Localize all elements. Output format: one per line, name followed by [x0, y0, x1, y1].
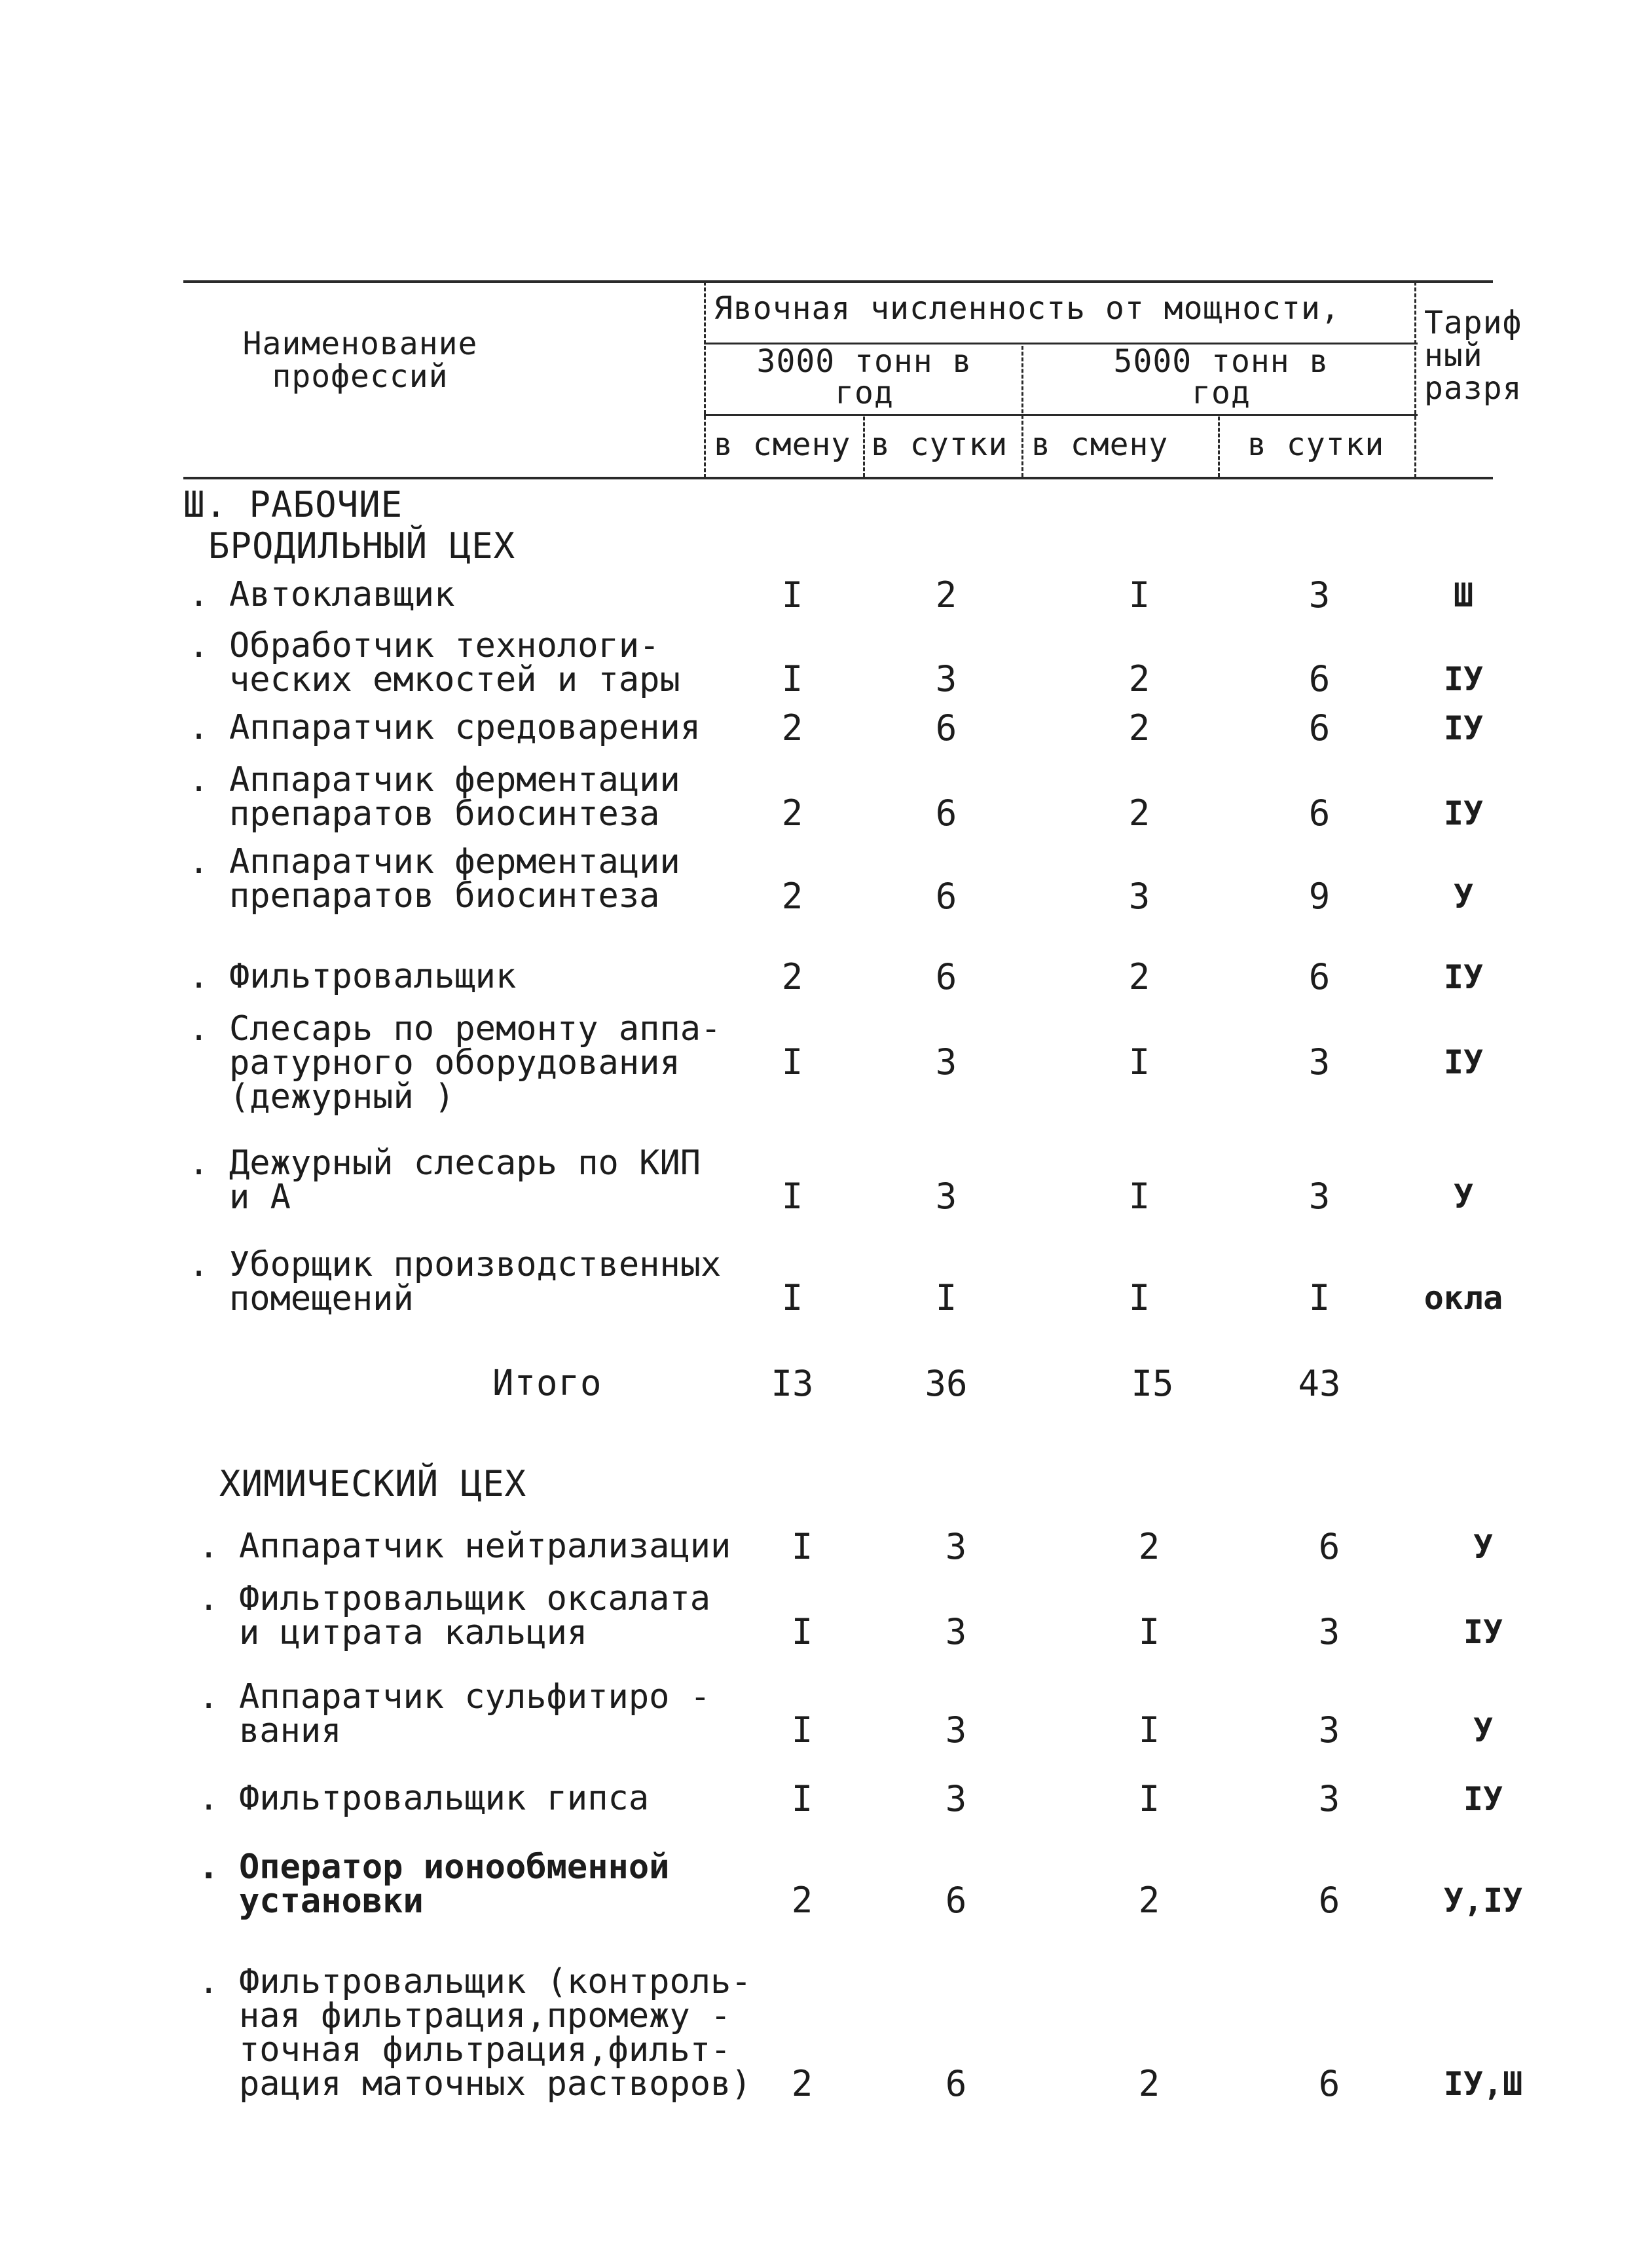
row-bullet: .: [189, 760, 210, 800]
tariff-grade: У: [1453, 1178, 1474, 1216]
row-profession: [189, 1143, 766, 1217]
row-bullet: .: [189, 1245, 210, 1284]
staff-count: I: [781, 1176, 803, 1217]
tariff-grade: окла: [1424, 1279, 1503, 1317]
staff-count: I: [791, 1709, 813, 1751]
row-bullet: .: [189, 842, 210, 882]
column-header-name: Наименование профессий: [242, 325, 478, 395]
row-profession: [198, 1848, 776, 1921]
staff-count: I: [781, 658, 803, 699]
column-header-day-1: в сутки: [871, 426, 1008, 463]
header-divider: [1414, 282, 1416, 478]
profession-name: Уборщик производственных помещений: [229, 1245, 722, 1318]
column-header-capacity-1: 3000 тонн в год: [756, 343, 972, 411]
row-bullet: .: [198, 1779, 219, 1818]
profession-name: Аппаратчик нейтрализации: [239, 1527, 731, 1566]
staff-count: I: [1308, 1277, 1331, 1318]
staff-count: 6: [1308, 707, 1331, 749]
staff-count: 6: [1308, 792, 1331, 834]
row-bullet: .: [189, 708, 210, 747]
tariff-grade: IУ: [1443, 1043, 1484, 1081]
staff-count: I: [781, 1041, 803, 1083]
column-header-tariff: Тариф ный разря: [1424, 305, 1522, 407]
staff-count: 6: [945, 2063, 967, 2104]
profession-name: Фильтровальщик оксалата и цитрата кальция: [239, 1579, 711, 1652]
row-bullet: .: [198, 1579, 219, 1618]
staff-count: 2: [1138, 1526, 1160, 1567]
staff-count: 6: [1318, 2063, 1340, 2104]
tariff-grade: У: [1473, 1711, 1494, 1749]
header-divider: [1021, 346, 1023, 477]
row-profession: [198, 1677, 776, 1751]
header-sub-rule-2: [704, 414, 1418, 416]
staff-count: 2: [781, 792, 803, 834]
header-divider: [1218, 417, 1220, 477]
staff-count: I: [1138, 1611, 1160, 1652]
row-profession: [189, 708, 766, 747]
staff-count: 6: [935, 876, 957, 917]
profession-name: Фильтровальщик гипса: [239, 1779, 650, 1818]
row-profession: [189, 626, 766, 699]
header-divider: [863, 417, 865, 477]
staff-count: 3: [945, 1611, 967, 1652]
total-value: 43: [1298, 1363, 1341, 1404]
staff-count: 3: [1318, 1611, 1340, 1652]
profession-name: Слесарь по ремонту аппа- ратурного оборудования (дежурный ): [229, 1009, 722, 1117]
staff-count: 3: [1308, 1176, 1331, 1217]
staff-count: 2: [1128, 792, 1150, 834]
row-bullet: .: [189, 1143, 210, 1183]
tariff-grade: IУ: [1463, 1613, 1503, 1651]
tariff-grade: IУ: [1443, 709, 1484, 747]
tariff-grade: IУ: [1443, 958, 1484, 996]
staff-count: I: [1128, 574, 1150, 616]
table-top-rule: [183, 280, 1493, 283]
tariff-grade: IУ,Ш: [1443, 2065, 1523, 2103]
column-header-shift-1: в смену: [714, 426, 851, 463]
row-profession: [198, 1962, 776, 2104]
section-title: Ш. РАБОЧИЕ: [183, 484, 403, 525]
staff-count: I: [781, 574, 803, 616]
staff-count: I: [1138, 1709, 1160, 1751]
row-bullet: .: [189, 575, 210, 614]
row-bullet: .: [189, 626, 210, 665]
staff-count: I: [1128, 1041, 1150, 1083]
staff-count: I: [791, 1611, 813, 1652]
staff-count: I: [1138, 1778, 1160, 1819]
column-header-shift-2: в смену: [1031, 426, 1169, 463]
staff-count: 2: [781, 707, 803, 749]
staff-count: 3: [1308, 574, 1331, 616]
column-header-capacity-2: 5000 тонн в год: [1113, 343, 1329, 411]
profession-name: Автоклавщик: [229, 575, 455, 614]
staff-count: 3: [945, 1709, 967, 1751]
row-profession: [190, 959, 766, 994]
row-profession: [189, 575, 766, 614]
staff-count: 6: [1318, 1526, 1340, 1567]
staff-count: 3: [935, 1041, 957, 1083]
column-header-group: Явочная численность от мощности,: [714, 290, 1340, 327]
staff-count: 3: [1318, 1709, 1340, 1751]
staff-count: 2: [781, 956, 803, 997]
staff-count: I: [781, 1277, 803, 1318]
staff-count: 3: [935, 658, 957, 699]
staff-count: 2: [791, 1880, 813, 1921]
profession-name: Аппаратчик средоварения: [229, 708, 701, 747]
staff-count: 6: [935, 792, 957, 834]
row-bullet: .: [189, 957, 210, 996]
tariff-grade: IУ: [1463, 1780, 1503, 1818]
total-label: Итого: [492, 1362, 602, 1404]
profession-name: Обработчик технологи- ческих емкостей и тары: [229, 626, 680, 699]
staff-count: 3: [1318, 1778, 1340, 1819]
staff-count: 6: [935, 956, 957, 997]
staff-count: 6: [1308, 956, 1331, 997]
row-profession: [198, 1579, 776, 1652]
row-profession: [189, 1245, 766, 1318]
total-value: 36: [925, 1363, 968, 1404]
column-header-day-2: в сутки: [1247, 426, 1385, 463]
row-bullet: .: [198, 1527, 219, 1566]
staff-count: 2: [781, 876, 803, 917]
row-bullet: .: [198, 1962, 219, 2001]
row-profession: [189, 1009, 766, 1117]
profession-name: Фильтровальщик: [229, 957, 517, 996]
shop-title: БРОДИЛЬНЫЙ ЦЕХ: [208, 525, 516, 567]
staff-count: I: [1128, 1277, 1150, 1318]
header-divider: [704, 282, 706, 478]
staff-count: 3: [945, 1526, 967, 1567]
total-value: I5: [1131, 1363, 1174, 1404]
row-profession: [189, 842, 766, 916]
shop-title: ХИМИЧЕСКИЙ ЦЕХ: [219, 1463, 527, 1504]
profession-name: Аппаратчик ферментации препаратов биосинтеза: [229, 842, 680, 916]
staff-count: I: [791, 1526, 813, 1567]
profession-name: Дежурный слесарь по КИП и А: [229, 1143, 701, 1217]
staff-count: I: [1128, 1176, 1150, 1217]
staff-count: 2: [1138, 2063, 1160, 2104]
staff-count: 3: [935, 1176, 957, 1217]
profession-name: Аппаратчик ферментации препаратов биосинтеза: [229, 760, 680, 834]
tariff-grade: У: [1473, 1528, 1494, 1566]
tariff-grade: У: [1453, 878, 1474, 916]
row-profession: [198, 1527, 776, 1566]
total-value: I3: [771, 1363, 814, 1404]
row-profession: [189, 760, 766, 834]
staff-count: 2: [791, 2063, 813, 2104]
tariff-grade: У,IУ: [1443, 1882, 1523, 1920]
staff-count: 6: [945, 1880, 967, 1921]
staff-count: I: [791, 1778, 813, 1819]
staff-count: 2: [1128, 956, 1150, 997]
staff-count: 3: [945, 1778, 967, 1819]
staff-count: I: [935, 1277, 957, 1318]
staff-count: 6: [935, 707, 957, 749]
profession-name: Оператор ионообменной установки: [239, 1848, 670, 1921]
staff-count: 6: [1318, 1880, 1340, 1921]
staff-count: 2: [935, 574, 957, 616]
header-bottom-rule: [183, 477, 1493, 479]
row-bullet: .: [198, 1848, 219, 1887]
staff-count: 2: [1138, 1880, 1160, 1921]
row-bullet: .: [198, 1677, 219, 1717]
staff-count: 3: [1308, 1041, 1331, 1083]
staff-count: 9: [1308, 876, 1331, 917]
tariff-grade: IУ: [1443, 660, 1484, 698]
staff-count: 6: [1308, 658, 1331, 699]
staff-count: 2: [1128, 707, 1150, 749]
staff-count: 2: [1128, 658, 1150, 699]
tariff-grade: IУ: [1443, 794, 1484, 832]
row-bullet: .: [189, 1009, 210, 1049]
staff-count: 3: [1128, 876, 1150, 917]
tariff-grade: Ш: [1453, 576, 1474, 614]
profession-name: Аппаратчик сульфитиро - вания: [239, 1677, 711, 1751]
row-profession: [198, 1779, 776, 1818]
profession-name: Фильтровальщик (контроль- ная фильтрация,промежу - точная фильтрация,фильт- рация маточных растворов): [239, 1962, 752, 2104]
